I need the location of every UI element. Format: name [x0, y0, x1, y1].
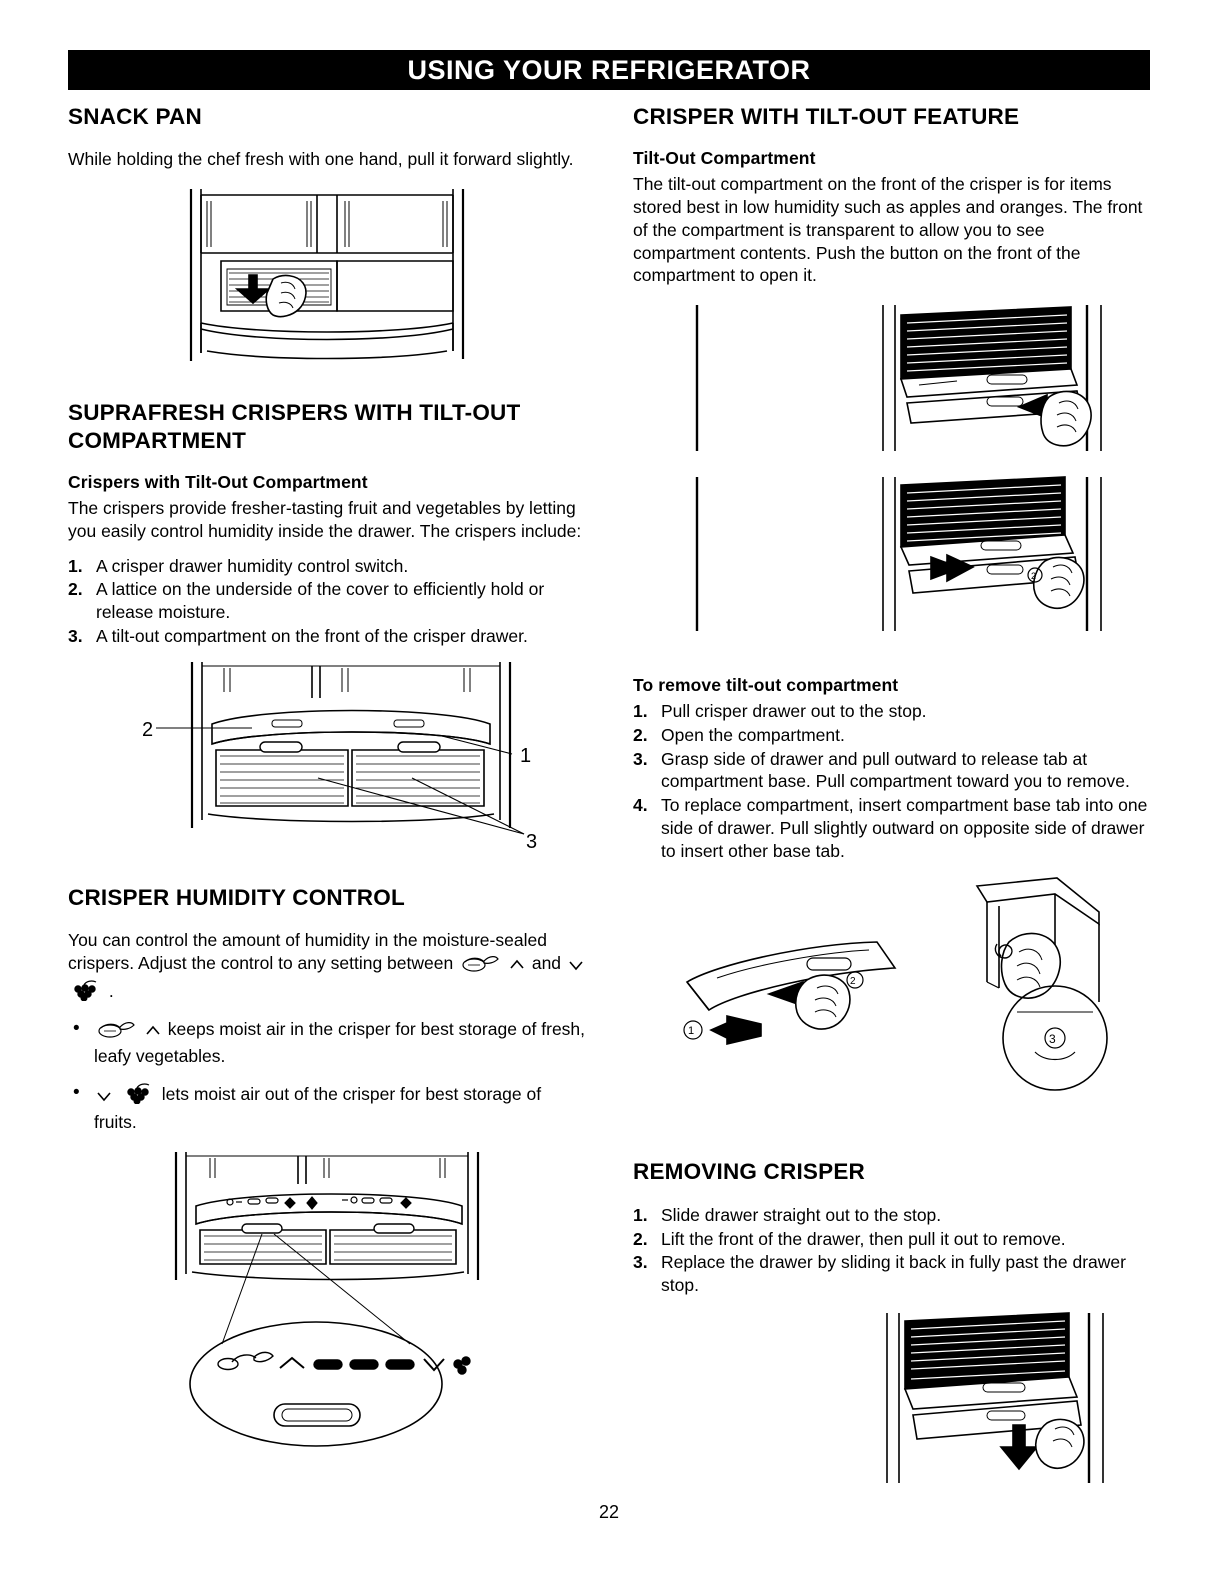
left-column: [68, 103, 585, 1523]
list-item: 2. Lift the front of the drawer, then pull it out to remove.: [633, 1228, 1066, 1249]
list-item-text: Lift the front of the drawer, then pull it out to remove.: [661, 1228, 1066, 1249]
section-heading-removing-crisper: REMOVING CRISPER: [633, 1159, 865, 1185]
suprafresh-paragraph: The crispers provide fresher-tasting fruit and vegetables by letting you easily control humidity inside the drawer. The crispers include:: [68, 498, 582, 541]
humidity-paragraph-pre: You can control the amount of humidity in the moisture-sealed crispers. Adjust the control to any setting between: [68, 930, 547, 973]
svg-text:2: 2: [1030, 571, 1036, 582]
grapes-icon: [68, 985, 107, 1005]
removing-crisper-list: [633, 1204, 1150, 1297]
list-item: 2. A lattice on the underside of the cover to efficiently hold or release moisture.: [68, 579, 545, 623]
humidity-paragraph-and: and: [531, 952, 562, 973]
banner-title: USING YOUR REFRIGERATOR: [407, 54, 811, 85]
list-item-text: A crisper drawer humidity control switch.: [96, 555, 409, 576]
list-item: 3. Grasp side of drawer and pull outward to release tab at compartment base. Pull compartment toward you to remove.: [633, 748, 1130, 792]
page-banner: [68, 50, 1150, 90]
svg-text:1: 1: [519, 744, 531, 767]
figure-removing-crisper: [633, 1307, 1150, 1497]
list-item-text: A lattice on the underside of the cover to efficiently hold or release moisture.: [96, 579, 545, 623]
bullet-dot: •: [73, 1018, 80, 1040]
page-columns: [68, 103, 1150, 1523]
chevron-down-icon: [568, 957, 584, 977]
chevron-down-icon: [96, 1088, 117, 1108]
figure-snack-pan: [68, 183, 585, 373]
list-item-text: Grasp side of drawer and pull outward to release tab at compartment base. Pull compartment toward you to remove.: [661, 748, 1130, 792]
svg-text:1: 1: [687, 1025, 694, 1038]
section-heading-humidity-control: CRISPER HUMIDITY CONTROL: [68, 884, 405, 910]
list-item: 1. A crisper drawer humidity control switch.: [68, 555, 409, 576]
list-item-text: Slide drawer straight out to the stop.: [661, 1204, 942, 1225]
humidity-bullets: [68, 1018, 585, 1133]
list-item: 4. To replace compartment, insert compartment base tab into one side of drawer. Pull slightly outward on opposite side of drawer to insert other base tab.: [633, 795, 1148, 861]
svg-text:2: 2: [141, 718, 153, 741]
subheading-crispers-tilt-out: Crispers with Tilt-Out Compartment: [68, 472, 368, 493]
section-heading-crisper-tilt-out: CRISPER WITH TILT-OUT FEATURE: [633, 104, 1020, 129]
svg-text:3: 3: [525, 830, 537, 853]
figure-tilt-out-open: [633, 299, 1150, 649]
list-item: 1. Pull crisper drawer out to the stop.: [633, 701, 927, 722]
page-number: 22: [598, 1502, 620, 1522]
chevron-up-icon: [509, 957, 530, 977]
bullet-dot: •: [73, 1082, 80, 1104]
list-item-text: lets moist air out of the crisper for best storage of fruits.: [94, 1084, 542, 1132]
list-item-text: Pull crisper drawer out to the stop.: [661, 701, 927, 722]
figure-remove-tilt-out: [633, 872, 1150, 1132]
chevron-up-icon: [145, 1023, 166, 1043]
list-item-text: Open the compartment.: [661, 724, 845, 745]
list-item: 1. Slide drawer straight out to the stop.: [633, 1204, 942, 1225]
list-item-text: Replace the drawer by sliding it back in fully past the drawer stop.: [661, 1252, 1126, 1296]
list-item-text: keeps moist air in the crisper for best storage of fresh, leafy vegetables.: [94, 1019, 586, 1067]
list-item-text: To replace compartment, insert compartment base tab into one side of drawer. Pull slightly outward on opposite side of drawer to insert other base tab.: [661, 795, 1148, 861]
svg-text:2: 2: [849, 976, 856, 988]
section-heading-snack-pan: SNACK PAN: [68, 104, 202, 129]
crisper-tilt-paragraph: The tilt-out compartment on the front of the crisper is for items stored best in low humidity such as apples and oranges. The front of the compartment is transparent to allow you to see compartment contents. Push the button on the front of the compartment to open it.: [633, 174, 1143, 286]
right-column: [633, 103, 1150, 1523]
list-item: [68, 1082, 585, 1133]
list-item: [68, 1018, 585, 1068]
suprafresh-list: [68, 555, 585, 648]
list-item: 3. A tilt-out compartment on the front of the crisper drawer.: [68, 625, 528, 646]
humidity-paragraph-post: .: [108, 980, 114, 1001]
grapes-icon: [121, 1088, 160, 1108]
subheading-remove-tilt-out: To remove tilt-out compartment: [633, 675, 899, 696]
list-item: 3. Replace the drawer by sliding it back in fully past the drawer stop.: [633, 1252, 1126, 1296]
subheading-tilt-out-compartment: Tilt-Out Compartment: [633, 148, 816, 169]
list-item-text: A tilt-out compartment on the front of the crisper drawer.: [96, 625, 528, 646]
snack-pan-paragraph: While holding the chef fresh with one hand, pull it forward slightly.: [68, 149, 574, 170]
section-heading-suprafresh: SUPRAFRESH CRISPERS WITH TILT-OUT COMPARTMENT: [68, 400, 521, 453]
vegetable-icon: [96, 1023, 141, 1043]
svg-text:3: 3: [1048, 1032, 1056, 1047]
figure-suprafresh-crispers: [68, 658, 585, 858]
vegetable-icon: [460, 957, 505, 977]
remove-tilt-list: [633, 700, 1150, 862]
humidity-paragraph: [68, 929, 585, 1006]
list-item: 2. Open the compartment.: [633, 724, 845, 745]
figure-humidity-control: [68, 1148, 585, 1448]
